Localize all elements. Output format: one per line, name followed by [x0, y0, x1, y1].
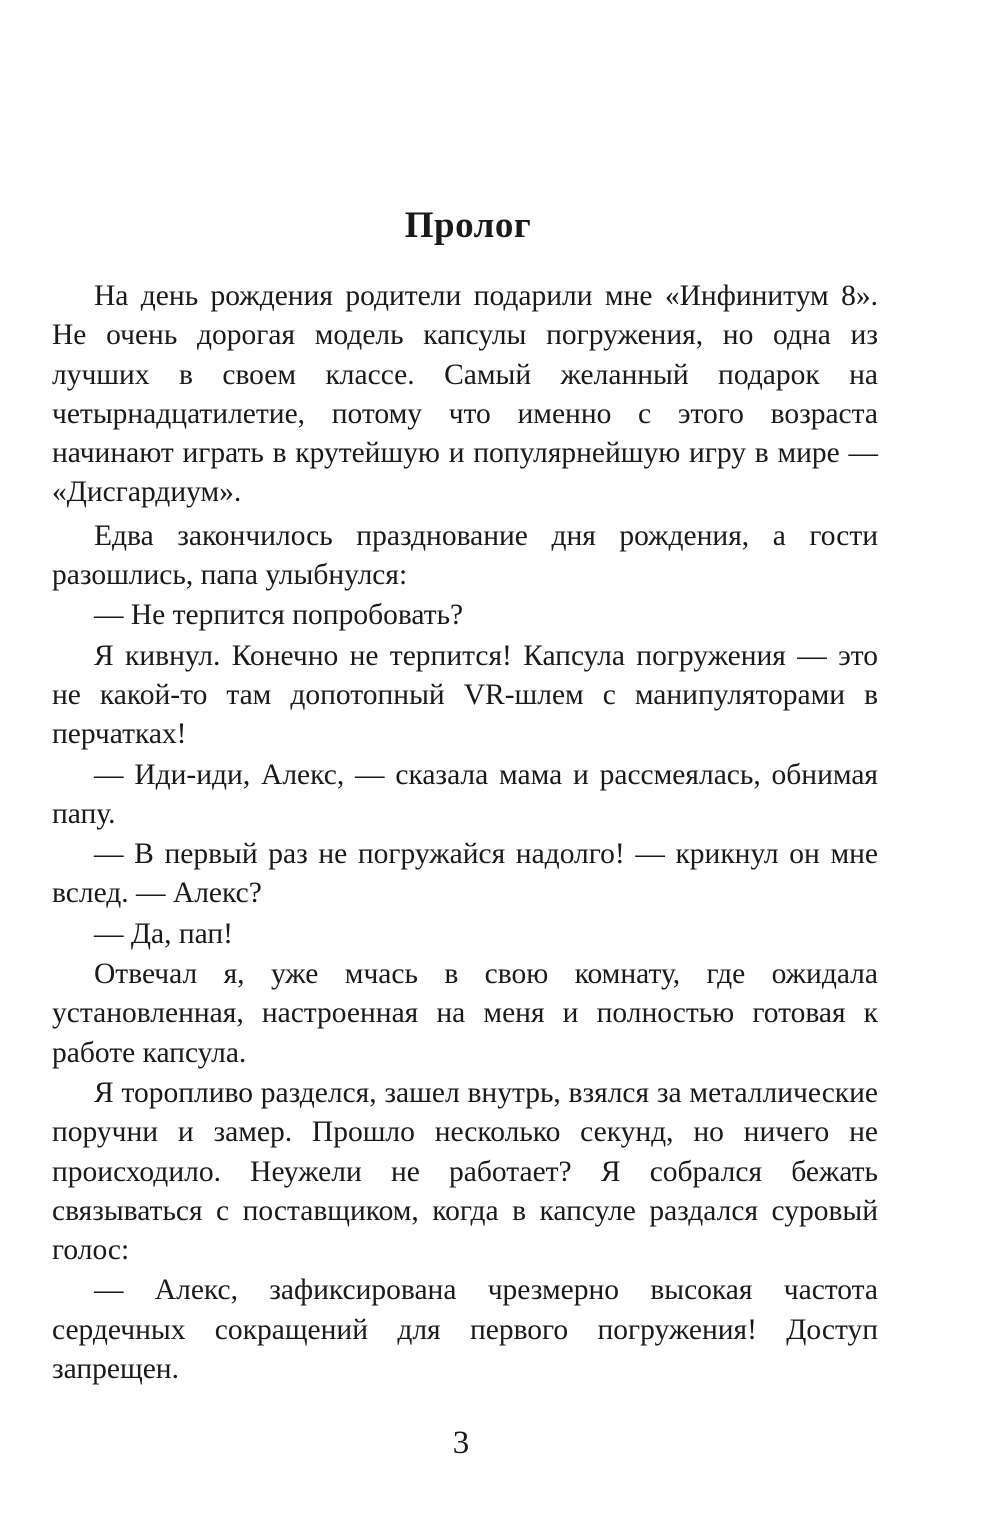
dialogue-line: — Да, пап!: [94, 917, 233, 950]
dialogue-line: — В первый раз не погружайся надолго! — крикнул он мне вслед. — Алекс?: [52, 838, 878, 910]
paragraph: Отвечал я, уже мчась в свою комнату, где ожидала установленная, настроенная на меня и полностью готовая к работе капсула.: [52, 958, 878, 1069]
dialogue-line: — Алекс, зафиксирована чрезмерно высокая частота сердечных сокращений для первого погружения! Доступ запрещен.: [52, 1274, 878, 1386]
paragraph: Едва закончилось празднование дня рождения, а гости разошлись, папа улыбнулся:: [52, 519, 878, 592]
body-text: [52, 277, 878, 1389]
page-number: 3: [452, 1425, 470, 1461]
chapter-title: Пролог: [404, 205, 532, 246]
paragraph: На день рождения родители подарили мне «Инфинитум 8». Не очень дорогая модель капсулы погружения, но одна из лучших в своем классе. Самый желанный подарок на четырнадцатилетие, потому что именно с этого возраста начинают играть в крутейшую и популярнейшую игру в мире — «Дисгардиум».: [52, 280, 878, 509]
paragraph: Я кивнул. Конечно не терпится! Капсула погружения — это не какой-то там допотопный VR-шлем с манипуляторами в перчатках!: [52, 639, 878, 751]
dialogue-line: — Иди-иди, Алекс, — сказала мама и рассмеялась, обнимая папу.: [52, 758, 878, 830]
paragraph: Я торопливо разделся, зашел внутрь, взялся за металлические поручни и замер. Прошло несколько секунд, но ничего не происходило. Неужели не работает? Я собрался бежать связываться с поставщиком, когда в капсуле раздался суровый голос:: [52, 1076, 878, 1267]
dialogue-line: — Не терпится попробовать?: [94, 599, 464, 632]
